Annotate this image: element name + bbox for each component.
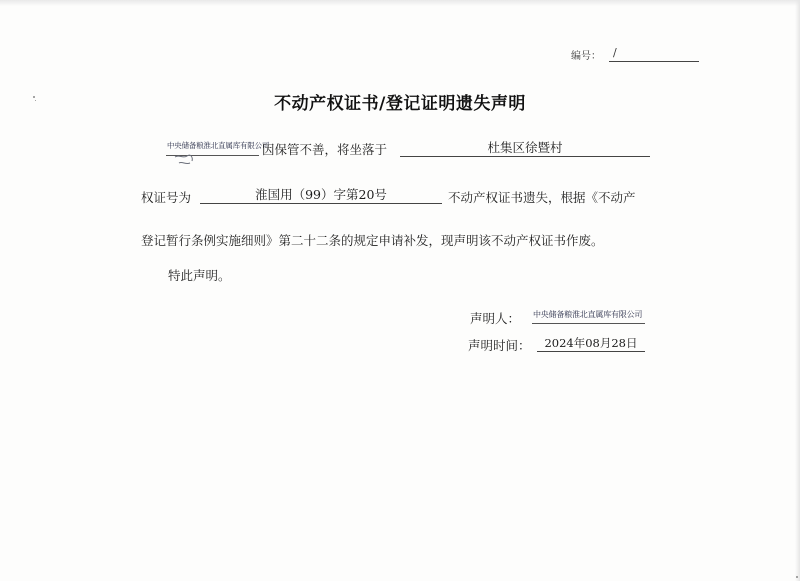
location-field: 杜集区徐暨村 — [400, 140, 650, 157]
line3-text: 登记暂行条例实施细则》第二十二条的规定申请补发，现声明该不动产权证书作废。 — [141, 233, 604, 248]
holder-stamp-text: 中央储备粮淮北直属库有限公司 — [167, 141, 270, 150]
declarant-stamp-text: 中央储备粮淮北直属库有限公司 — [533, 310, 643, 319]
line2-suffix: 不动产权证书遗失，根据《不动产 — [448, 190, 636, 205]
number-label: 编号： — [571, 51, 601, 62]
declarant-label: 声明人： — [470, 311, 521, 326]
page-title: 不动产权证书/登记证明遗失声明 — [274, 94, 526, 114]
scan-edge-top — [0, 0, 800, 6]
line1-text: 因保管不善，将坐落于 — [262, 142, 388, 157]
number-value: / — [609, 46, 699, 62]
scan-speck — [796, 576, 798, 578]
scan-edge-right — [795, 0, 800, 581]
closing-text: 特此声明。 — [168, 268, 231, 283]
line2-prefix: 权证号为 — [141, 190, 192, 205]
date-value: 2024年08月28日 — [537, 335, 645, 352]
date-label: 声明时间： — [468, 338, 531, 353]
handwritten-mark — [173, 153, 195, 167]
certificate-number-field: 淮国用（99）字第20号 — [200, 187, 442, 204]
declarant-underline — [532, 323, 645, 324]
